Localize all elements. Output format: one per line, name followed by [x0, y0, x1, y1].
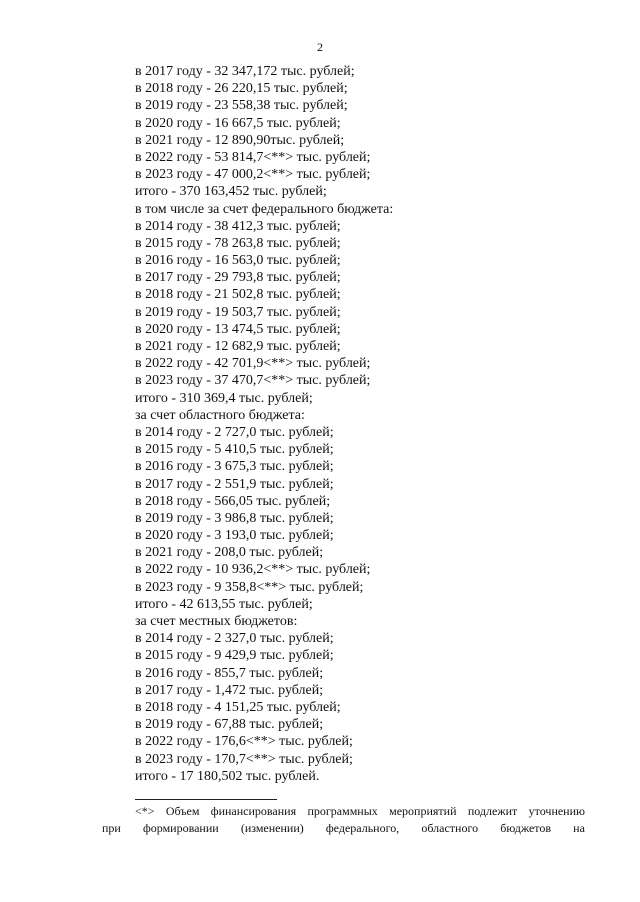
- funding-line: в 2014 году - 38 412,3 тыс. рублей;: [135, 218, 341, 234]
- funding-line: в 2016 году - 16 563,0 тыс. рублей;: [135, 253, 341, 269]
- funding-line: в 2018 году - 4 151,25 тыс. рублей;: [135, 699, 341, 715]
- funding-line: за счет областного бюджета:: [135, 407, 305, 423]
- footnote-word: формировании: [142, 821, 219, 835]
- footnote-line-1: <*> Объем финансирования программных мероприятий подлежит уточнению: [135, 804, 585, 818]
- footnote-divider: [135, 799, 277, 800]
- funding-line: в 2014 году - 2 727,0 тыс. рублей;: [135, 424, 334, 440]
- funding-line: в 2022 году - 176,6<**> тыс. рублей;: [135, 734, 353, 750]
- funding-line: за счет местных бюджетов:: [135, 614, 298, 629]
- funding-line: в 2020 году - 13 474,5 тыс. рублей;: [135, 321, 341, 337]
- funding-line: в 2015 году - 5 410,5 тыс. рублей;: [135, 442, 334, 458]
- funding-line: в 2017 году - 2 551,9 тыс. рублей;: [135, 476, 334, 492]
- funding-line: в 2019 году - 23 558,38 тыс. рублей;: [135, 98, 348, 114]
- funding-line: в 2022 году - 10 936,2<**> тыс. рублей;: [135, 562, 371, 578]
- footnote-word: на: [573, 821, 585, 835]
- funding-line: в 2019 году - 3 986,8 тыс. рублей;: [135, 510, 334, 526]
- funding-line: в 2023 году - 37 470,7<**> тыс. рублей;: [135, 373, 371, 389]
- funding-line: в 2021 году - 12 890,90тыс. рублей;: [135, 132, 345, 148]
- footnote-line-2: [102, 820, 585, 836]
- footnote-word: (изменении): [240, 821, 304, 835]
- funding-line: в 2016 году - 855,7 тыс. рублей;: [135, 665, 324, 681]
- funding-line: в 2018 году - 566,05 тыс. рублей;: [135, 493, 331, 509]
- funding-line: в 2023 году - 170,7<**> тыс. рублей;: [135, 751, 353, 767]
- funding-line: в 2017 году - 1,472 тыс. рублей;: [135, 682, 324, 698]
- footnote-word: федерального,: [325, 821, 400, 835]
- funding-line: в 2019 году - 67,88 тыс. рублей;: [135, 717, 324, 733]
- page-number: 2: [317, 40, 323, 54]
- footnote-word: бюджетов: [500, 821, 552, 835]
- funding-line: в 2018 году - 26 220,15 тыс. рублей;: [135, 81, 348, 97]
- funding-line: в 2023 году - 9 358,8<**> тыс. рублей;: [135, 579, 364, 595]
- funding-line: в 2017 году - 29 793,8 тыс. рублей;: [135, 270, 341, 286]
- funding-line: в 2021 году - 208,0 тыс. рублей;: [135, 545, 324, 561]
- funding-line: итого - 17 180,502 тыс. рублей.: [135, 768, 320, 784]
- funding-line: итого - 370 163,452 тыс. рублей;: [135, 184, 327, 200]
- funding-line: в 2014 году - 2 327,0 тыс. рублей;: [135, 631, 334, 647]
- funding-line: в 2016 году - 3 675,3 тыс. рублей;: [135, 459, 334, 475]
- funding-line: в 2020 году - 16 667,5 тыс. рублей;: [135, 115, 341, 131]
- funding-line: в 2022 году - 53 814,7<**> тыс. рублей;: [135, 149, 371, 165]
- funding-line: в 2022 году - 42 701,9<**> тыс. рублей;: [135, 356, 371, 372]
- funding-line: в том числе за счет федерального бюджета:: [135, 201, 394, 217]
- funding-line: в 2018 году - 21 502,8 тыс. рублей;: [135, 287, 341, 303]
- funding-line: в 2017 году - 32 347,172 тыс. рублей;: [135, 64, 355, 79]
- funding-line: в 2015 году - 78 263,8 тыс. рублей;: [135, 235, 341, 251]
- funding-line: в 2020 году - 3 193,0 тыс. рублей;: [135, 528, 334, 544]
- footnote-word: областного: [421, 821, 479, 835]
- funding-line: итого - 310 369,4 тыс. рублей;: [135, 390, 313, 406]
- funding-line: в 2023 году - 47 000,2<**> тыс. рублей;: [135, 167, 371, 183]
- funding-list: [135, 63, 595, 785]
- funding-line: в 2019 году - 19 503,7 тыс. рублей;: [135, 304, 341, 320]
- funding-line: в 2015 году - 9 429,9 тыс. рублей;: [135, 648, 334, 664]
- funding-line: итого - 42 613,55 тыс. рублей;: [135, 596, 313, 612]
- funding-line: в 2021 году - 12 682,9 тыс. рублей;: [135, 339, 341, 354]
- footnote-word: при: [102, 821, 121, 835]
